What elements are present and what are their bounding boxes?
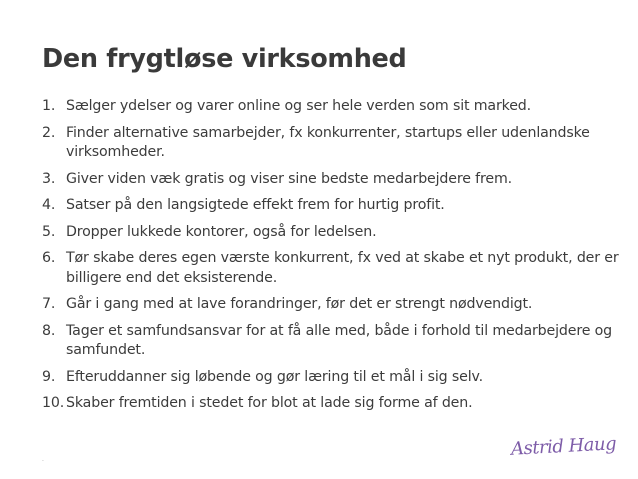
list-item	[42, 97, 622, 117]
list-item-text: Tør skabe deres egen værste konkurrent, fx ved at skabe et nyt produkt, der er billigere end det eksisterende.	[66, 250, 619, 286]
list-item-text: Finder alternative samarbejder, fx konkurrenter, startups eller udenlandske virksomheder.	[66, 124, 590, 160]
footer-mark: .	[42, 456, 44, 463]
list-item	[42, 124, 622, 163]
list-item	[42, 223, 622, 243]
list-item-text: Går i gang med at lave forandringer, før det er strengt nødvendigt.	[66, 296, 533, 312]
slide-title: Den frygtløse virksomhed	[42, 44, 407, 74]
list-item	[42, 368, 622, 388]
list-item-text: Satser på den langsigtede effekt frem for hurtig profit.	[66, 197, 445, 213]
list-item-number: 9.	[42, 368, 56, 385]
list-item	[42, 170, 622, 190]
list-item-number: 4.	[42, 197, 56, 213]
list-item-number: 1.	[42, 98, 56, 114]
numbered-list	[42, 97, 622, 421]
list-item-text: Tager et samfundsansvar for at få alle med, både i forhold til medarbejdere og samfundet.	[66, 322, 613, 358]
list-item-number: 10.	[42, 395, 65, 411]
list-item	[42, 249, 622, 288]
list-item	[42, 322, 622, 361]
list-item-number: 7.	[42, 296, 56, 312]
list-item-number: 5.	[42, 223, 56, 240]
list-item	[42, 295, 622, 315]
list-item-number: 8.	[42, 322, 56, 339]
list-item	[42, 394, 622, 414]
list-item	[42, 196, 622, 216]
list-item-text: Skaber fremtiden i stedet for blot at lade sig forme af den.	[66, 395, 473, 411]
list-item-text: Sælger ydelser og varer online og ser hele verden som sit marked.	[66, 98, 532, 114]
list-item-number: 3.	[42, 170, 56, 187]
list-item-text: Dropper lukkede kontorer, også for ledelsen.	[66, 223, 377, 240]
list-item-text: Efteruddanner sig løbende og gør læring til et mål i sig selv.	[66, 368, 483, 385]
list-item-text: Giver viden væk gratis og viser sine bedste medarbejdere frem.	[66, 170, 512, 187]
author-signature: Astrid Haug	[510, 433, 617, 460]
list-item-number: 2.	[42, 124, 56, 141]
list-item-number: 6.	[42, 250, 56, 266]
